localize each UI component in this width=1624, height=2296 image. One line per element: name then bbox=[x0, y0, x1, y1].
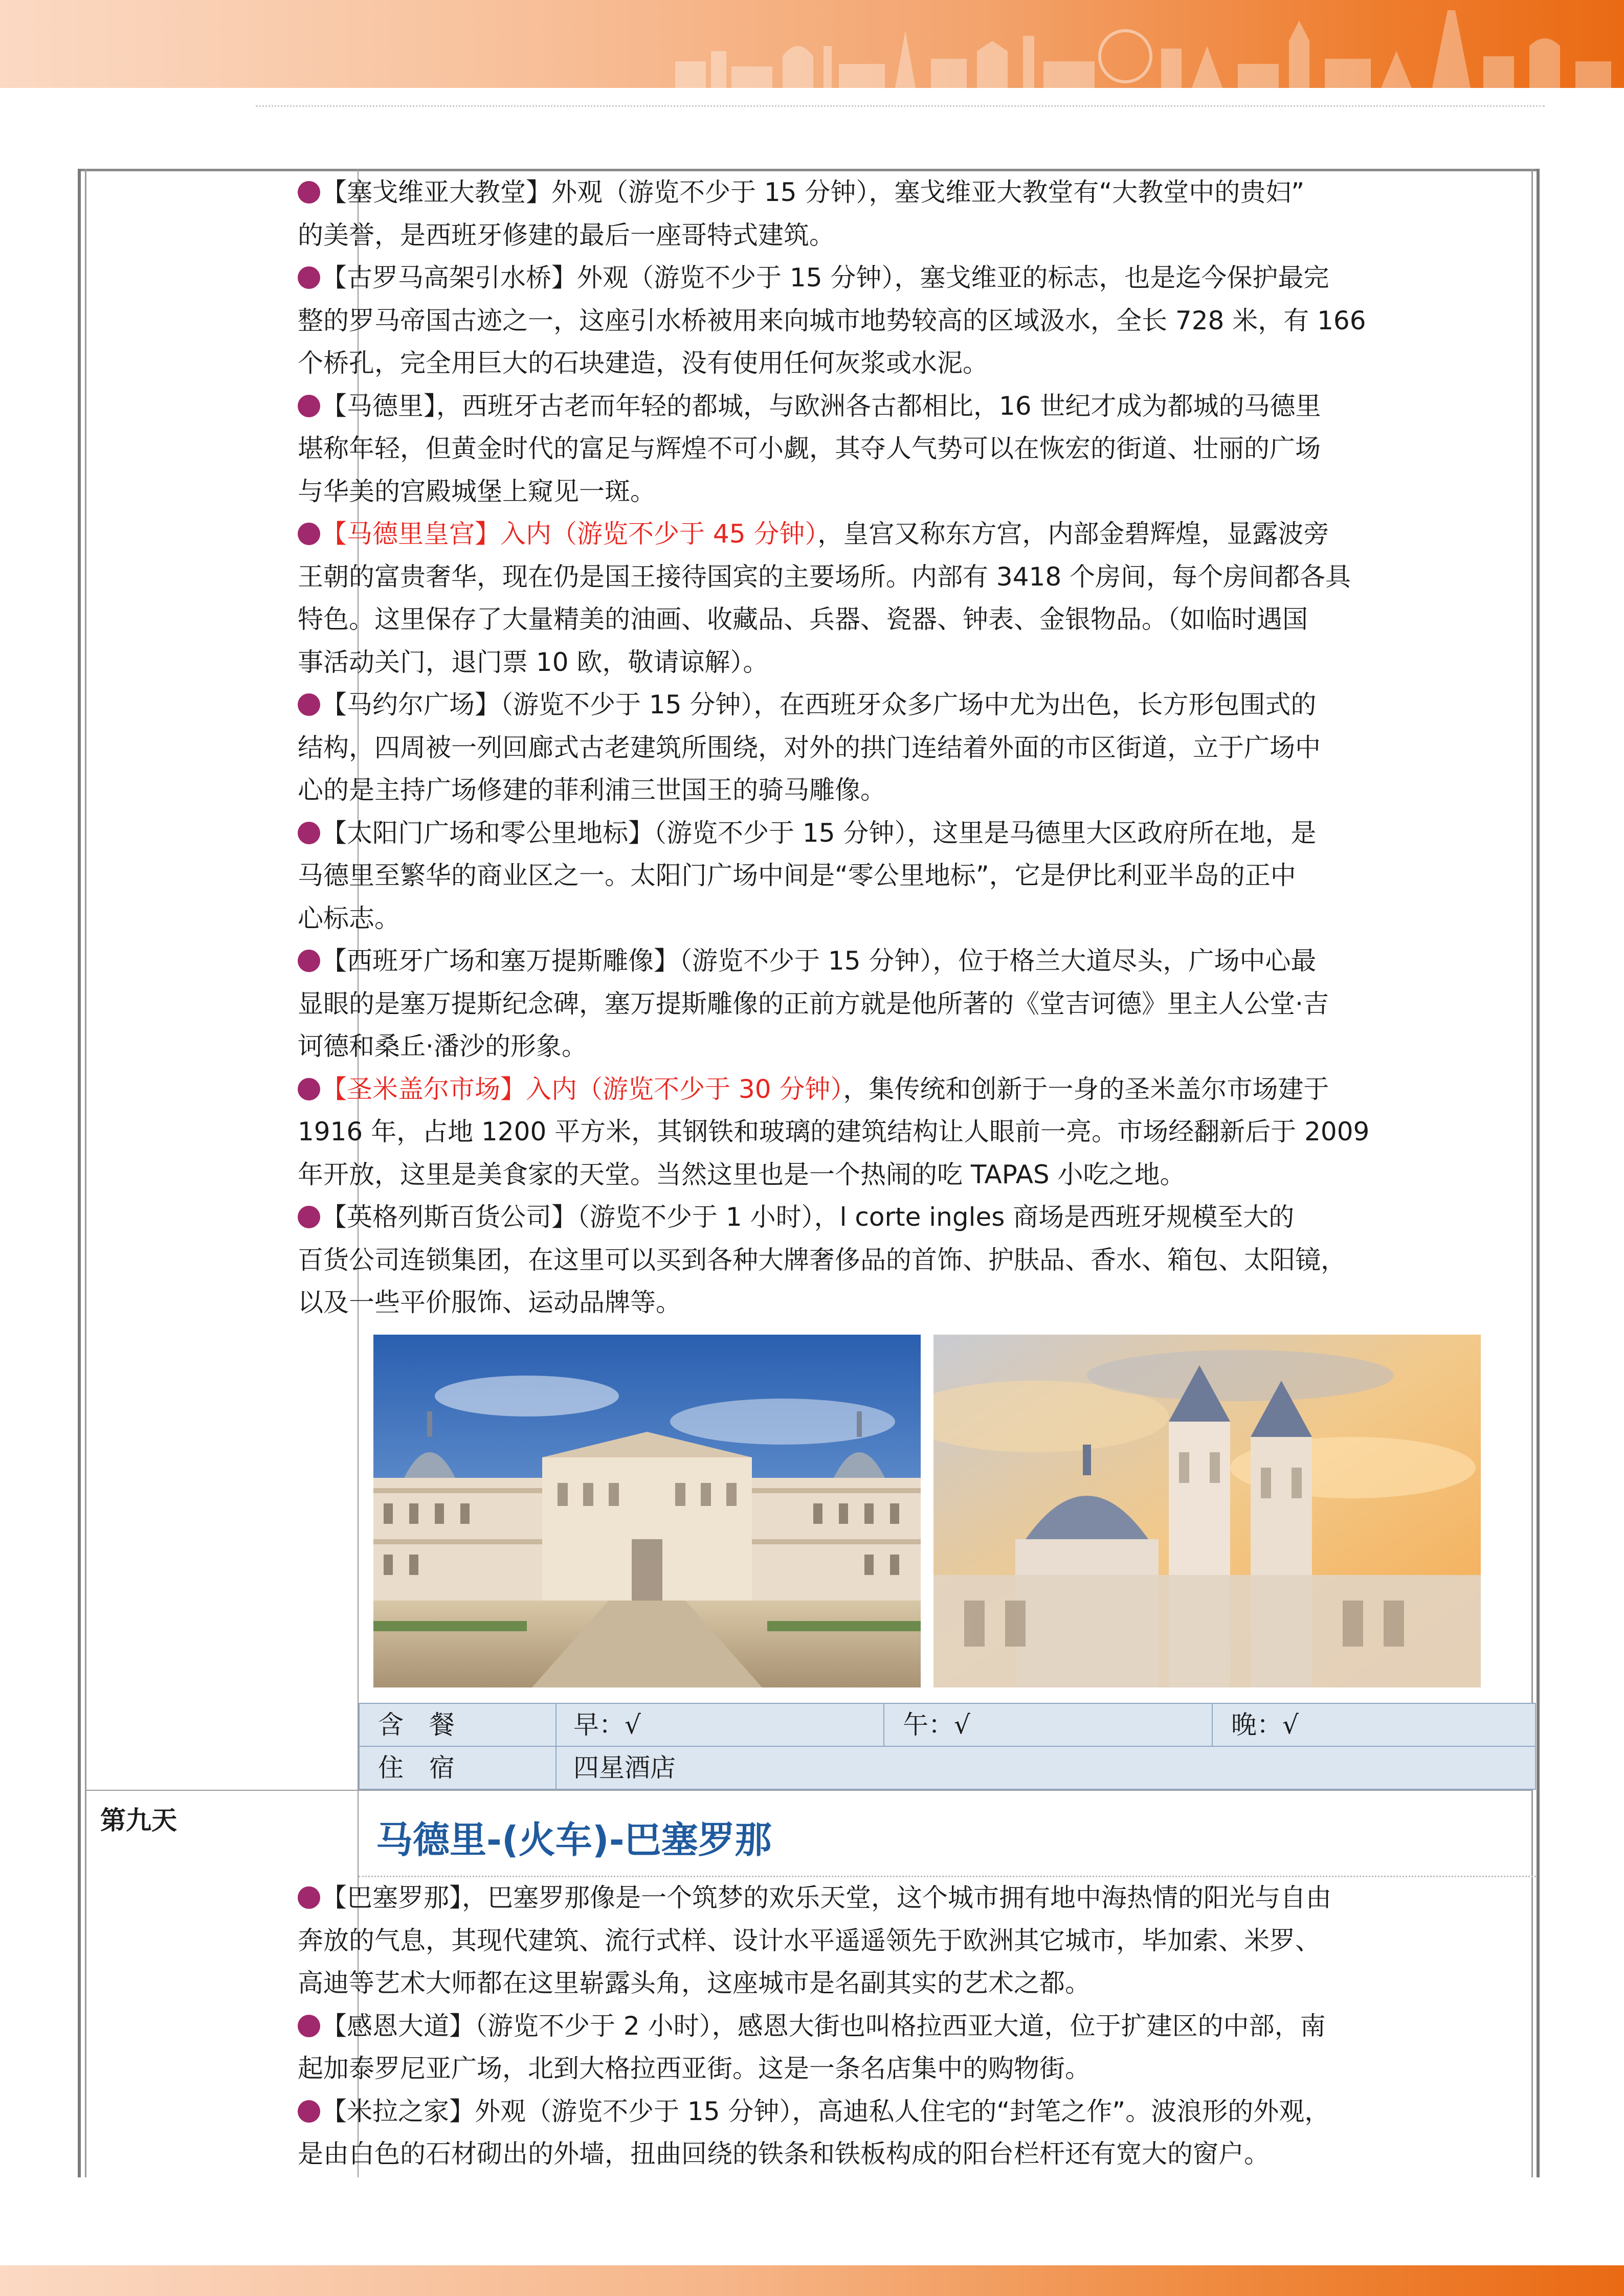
day9-paragraph-line bbox=[298, 1920, 1533, 1963]
paragraph-text: 【巴塞罗那】，巴塞罗那像是一个筑梦的欢乐天堂，这个城市拥有地中海热情的阳光与自由 bbox=[321, 1883, 1331, 1912]
paragraph-text: 【塞戈维亚大教堂】外观（游览不少于 15 分钟），塞戈维亚大教堂有“大教堂中的贵妇” bbox=[321, 177, 1305, 207]
table-left-inner-border bbox=[85, 169, 86, 2177]
highlighted-text: 【圣米盖尔市场】入内（游览不少于 30 分钟） bbox=[321, 1074, 843, 1104]
bullet-icon bbox=[298, 2015, 320, 2037]
paragraph-text: 堪称年轻，但黄金时代的富足与辉煌不可小觑，其夺人气势可以在恢宏的街道、壮丽的广场 bbox=[298, 434, 1321, 463]
day9-paragraph-line bbox=[298, 1877, 1533, 1920]
day8-paragraph-line bbox=[298, 427, 1533, 470]
paragraph-text: 特色。这里保存了大量精美的油画、收藏品、兵器、瓷器、钟表、金银物品。（如临时遇国 bbox=[298, 604, 1308, 634]
meals-row bbox=[359, 1703, 1536, 1747]
paragraph-text: 【感恩大道】（游览不少于 2 小时），感恩大街也叫格拉西亚大道，位于扩建区的中部，南 bbox=[321, 2011, 1326, 2041]
paragraph-text: 【米拉之家】外观（游览不少于 15 分钟），高迪私人住宅的“封笔之作”。波浪形的外观， bbox=[321, 2096, 1330, 2126]
paragraph-text: 诃德和桑丘·潘沙的形象。 bbox=[298, 1031, 587, 1061]
paragraph-text: 【马约尔广场】（游览不少于 15 分钟），在西班牙众多广场中尤为出色，长方形包围式的 bbox=[321, 690, 1317, 719]
day8-paragraph-line bbox=[298, 854, 1533, 897]
day9-description bbox=[298, 1877, 1533, 2176]
paragraph-text: 【古罗马高架引水桥】外观（游览不少于 15 分钟），塞戈维亚的标志，也是迄今保护最完 bbox=[321, 263, 1329, 292]
day8-paragraph-line bbox=[298, 1154, 1533, 1197]
paragraph-text: 是由白色的石材砌出的外墙，扭曲回绕的铁条和铁板构成的阳台栏杆还有宽大的窗户。 bbox=[298, 2139, 1270, 2169]
day8-description bbox=[298, 171, 1533, 1324]
bullet-icon bbox=[298, 950, 320, 972]
bullet-icon bbox=[298, 693, 320, 716]
paragraph-text: 起加泰罗尼亚广场，北到大格拉西亚街。这是一条名店集中的购物街。 bbox=[298, 2054, 1091, 2083]
paragraph-text: 个桥孔，完全用巨大的石块建造，没有使用任何灰浆或水泥。 bbox=[298, 348, 988, 378]
day9-paragraph-line bbox=[298, 2133, 1533, 2176]
paragraph-text: 高迪等艺术大师都在这里崭露头角，这座城市是名副其实的艺术之都。 bbox=[298, 1968, 1091, 1998]
paragraph-text: 年开放，这里是美食家的天堂。当然这里也是一个热闹的吃 TAPAS 小吃之地。 bbox=[298, 1159, 1186, 1189]
paragraph-text: 马德里至繁华的商业区之一。太阳门广场中间是“零公里地标”，它是伊比利亚半岛的正中 bbox=[298, 861, 1296, 890]
breakfast-value: 早：√ bbox=[573, 1710, 641, 1740]
lunch-value: 午：√ bbox=[903, 1710, 970, 1740]
paragraph-text: 百货公司连锁集团，在这里可以买到各种大牌奢侈品的首饰、护肤品、香水、箱包、太阳镜， bbox=[298, 1245, 1346, 1275]
bullet-icon bbox=[298, 395, 320, 417]
day8-paragraph-line bbox=[298, 641, 1533, 684]
day9-label: 第九天 bbox=[100, 1806, 177, 1835]
day9-paragraph-line bbox=[298, 1962, 1533, 2005]
paragraph-text: 结构，四周被一列回廊式古老建筑所围绕，对外的拱门连结着外面的市区街道，立于广场中 bbox=[298, 732, 1321, 762]
day8-paragraph-line bbox=[298, 1025, 1533, 1068]
meals-label: 含 餐 bbox=[378, 1710, 455, 1740]
day9-paragraph-line bbox=[298, 2090, 1533, 2133]
bullet-icon bbox=[298, 1078, 320, 1100]
paragraph-text: 心的是主持广场修建的菲利浦三世国王的骑马雕像。 bbox=[298, 775, 886, 805]
footer-bar bbox=[0, 2265, 1624, 2296]
paragraph-text: 王朝的富贵奢华，现在仍是国王接待国宾的主要场所。内部有 3418 个房间，每个房间都各具 bbox=[298, 561, 1351, 592]
day8-paragraph-line bbox=[298, 342, 1533, 385]
day8-paragraph-line bbox=[298, 257, 1533, 300]
day8-paragraph-line bbox=[298, 812, 1533, 855]
bullet-icon bbox=[298, 1206, 320, 1228]
photo-royal-palace-aranjuez bbox=[373, 1335, 921, 1687]
table-row-divider bbox=[85, 1790, 1532, 1791]
day8-paragraph-line bbox=[298, 769, 1533, 812]
paragraph-text: 【马德里】，西班牙古老而年轻的都城，与欧洲各古都相比，16 世纪才成为都城的马德里 bbox=[321, 391, 1321, 421]
city-skyline-graphic bbox=[665, 0, 1624, 88]
meals-separator bbox=[883, 1704, 884, 1746]
paragraph-text: 的美誉，是西班牙修建的最后一座哥特式建筑。 bbox=[298, 220, 835, 250]
paragraph-text: 【西班牙广场和塞万提斯雕像】（游览不少于 15 分钟），位于格兰大道尽头，广场中心最 bbox=[321, 946, 1317, 976]
meals-separator bbox=[555, 1704, 557, 1746]
paragraph-text: ，集传统和创新于一身的圣米盖尔市场建于 bbox=[843, 1074, 1329, 1104]
day8-paragraph-line bbox=[298, 897, 1533, 940]
highlighted-text: 【马德里皇宫】入内（游览不少于 45 分钟） bbox=[321, 519, 818, 549]
header-banner bbox=[0, 0, 1624, 88]
paragraph-text: ，皇宫又称东方宫，内部金碧辉煌，显露波旁 bbox=[817, 519, 1329, 549]
dinner-value: 晚：√ bbox=[1231, 1710, 1299, 1740]
day8-paragraph-line bbox=[298, 940, 1533, 983]
day8-paragraph-line bbox=[298, 983, 1533, 1026]
day9-paragraph-line bbox=[298, 2047, 1533, 2090]
day8-paragraph-line bbox=[298, 1281, 1533, 1324]
day8-paragraph-line bbox=[298, 470, 1533, 513]
paragraph-text: 【英格列斯百货公司】（游览不少于 1 小时），l corte ingles 商场是西班牙规模至大的 bbox=[321, 1202, 1295, 1232]
day8-paragraph-line bbox=[298, 684, 1533, 727]
paragraph-text: 【太阳门广场和零公里地标】（游览不少于 15 分钟），这里是马德里大区政府所在地，是 bbox=[321, 818, 1317, 848]
meals-separator bbox=[1212, 1704, 1213, 1746]
hotel-separator bbox=[555, 1747, 557, 1789]
table-right-border bbox=[1537, 169, 1540, 2177]
header-divider bbox=[256, 105, 1545, 107]
day9-paragraph-line bbox=[298, 2005, 1533, 2048]
bullet-icon bbox=[298, 266, 320, 289]
day8-paragraph-line bbox=[298, 1239, 1533, 1282]
day8-paragraph-line bbox=[298, 300, 1533, 343]
bullet-icon bbox=[298, 2100, 320, 2123]
day8-paragraph-line bbox=[298, 214, 1533, 257]
day9-title: 马德里-(火车)-巴塞罗那 bbox=[376, 1818, 772, 1861]
hotel-label: 住 宿 bbox=[378, 1753, 455, 1783]
paragraph-text: 以及一些平价服饰、运动品牌等。 bbox=[298, 1288, 681, 1317]
paragraph-text: 显眼的是塞万提斯纪念碑，塞万提斯雕像的正前方就是他所著的《堂吉诃德》里主人公堂·吉 bbox=[298, 988, 1329, 1019]
paragraph-text: 整的罗马帝国古迹之一，这座引水桥被用来向城市地势较高的区域汲水，全长 728 米，有 166 bbox=[298, 305, 1366, 335]
day8-paragraph-line bbox=[298, 171, 1533, 214]
day8-paragraph-line bbox=[298, 385, 1533, 428]
bullet-icon bbox=[298, 1886, 320, 1909]
bullet-icon bbox=[298, 523, 320, 545]
paragraph-text: 1916 年，占地 1200 平方米，其钢铁和玻璃的建筑结构让人眼前一亮。市场经翻新后于 2009 bbox=[298, 1117, 1370, 1146]
paragraph-text: 事活动关门，退门票 10 欧，敬请谅解）。 bbox=[298, 647, 769, 677]
day8-paragraph-line bbox=[298, 556, 1533, 599]
table-left-border bbox=[78, 169, 81, 2177]
day8-paragraph-line bbox=[298, 1111, 1533, 1154]
day8-paragraph-line bbox=[298, 727, 1533, 770]
paragraph-text: 奔放的气息，其现代建筑、流行式样、设计水平遥遥领先于欧洲其它城市，毕加索、米罗、 bbox=[298, 1925, 1321, 1955]
day8-paragraph-line bbox=[298, 598, 1533, 641]
photo-almudena-cathedral bbox=[933, 1335, 1481, 1687]
bullet-icon bbox=[298, 181, 320, 204]
day8-paragraph-line bbox=[298, 1196, 1533, 1239]
hotel-value: 四星酒店 bbox=[573, 1753, 676, 1783]
paragraph-text: 心标志。 bbox=[298, 903, 400, 933]
paragraph-text: 与华美的宫殿城堡上窥见一斑。 bbox=[298, 476, 656, 506]
day8-paragraph-line bbox=[298, 513, 1533, 556]
day8-paragraph-line bbox=[298, 1068, 1533, 1111]
hotel-row bbox=[359, 1746, 1536, 1790]
bullet-icon bbox=[298, 822, 320, 844]
